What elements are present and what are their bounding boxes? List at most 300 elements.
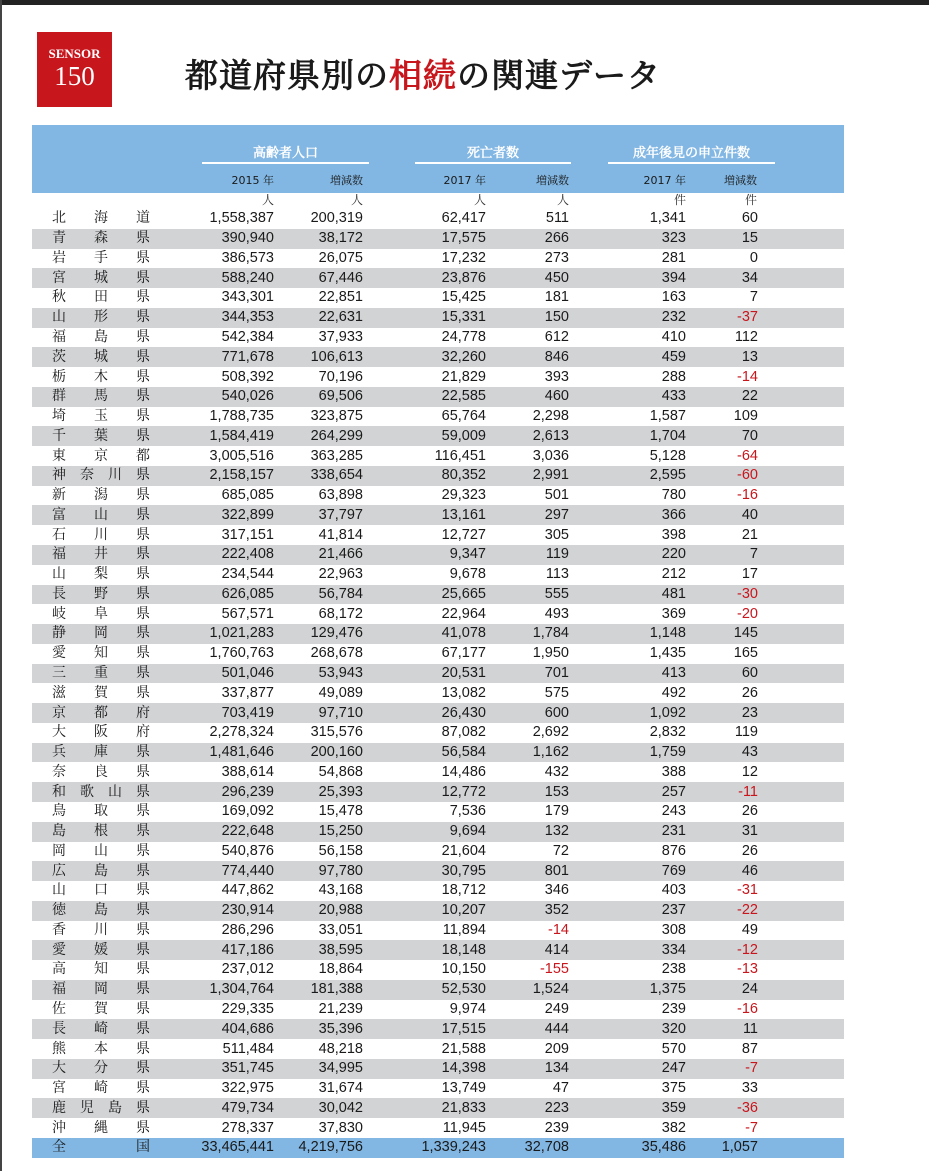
cell-elderly-change: 15,478 — [318, 803, 363, 820]
prefecture-char: 鳥 — [52, 803, 66, 820]
prefecture-char: 県 — [136, 427, 150, 444]
row-padding — [758, 901, 844, 921]
row-padding — [758, 703, 844, 723]
prefecture-char: 県 — [136, 862, 150, 879]
row-padding — [758, 565, 844, 585]
badge-number: 150 — [54, 61, 95, 91]
prefecture-char: 井 — [94, 546, 108, 563]
cell-elderly-change: 22,631 — [274, 308, 363, 328]
cell-guardianship-change: 145 — [686, 624, 758, 644]
cell-guardianship-2017: 769 — [569, 861, 686, 881]
cell-deaths-change: 3,036 — [532, 447, 569, 464]
cell-deaths-2017: 10,207 — [363, 901, 486, 921]
prefecture-label — [52, 605, 150, 624]
table-row — [32, 1059, 844, 1079]
cell-guardianship-2017: 382 — [661, 1119, 686, 1136]
prefecture-char: 長 — [52, 585, 66, 602]
cell-guardianship-2017: 413 — [569, 664, 686, 684]
cell-guardianship-change: 26 — [741, 842, 758, 859]
sensor-badge — [37, 32, 112, 107]
cell-elderly-2015: 404,686 — [182, 1019, 274, 1039]
prefecture-char: 熊 — [52, 1040, 66, 1057]
table-row — [32, 881, 844, 901]
cell-guardianship-2017: 212 — [661, 566, 686, 583]
cell-elderly-2015: 322,975 — [221, 1080, 274, 1097]
prefecture-char: 高 — [52, 961, 66, 978]
cell-guardianship-2017: 388 — [661, 763, 686, 780]
prefecture-char: 森 — [94, 230, 108, 247]
cell-elderly-2015: 351,745 — [182, 1059, 274, 1079]
cell-guardianship-change: -30 — [686, 585, 758, 605]
cell-guardianship-2017: 481 — [569, 585, 686, 605]
cell-deaths-2017: 22,585 — [363, 387, 486, 407]
prefecture-name — [32, 446, 182, 466]
prefecture-name — [32, 980, 182, 1000]
prefecture-char: 奈 — [52, 763, 66, 780]
prefecture-name — [32, 1059, 182, 1079]
group-header-elderly: 高齢者人口 — [252, 146, 318, 161]
cell-deaths-change: 555 — [486, 585, 569, 605]
table-row — [32, 822, 844, 842]
table-row — [32, 980, 844, 1000]
table-row — [32, 249, 844, 269]
prefecture-char: 県 — [136, 902, 150, 919]
cell-guardianship-2017: 403 — [661, 882, 686, 899]
prefecture-char: 県 — [136, 388, 150, 405]
prefecture-char: 府 — [136, 704, 150, 721]
cell-guardianship-change: 40 — [686, 505, 758, 525]
prefecture-char: 梨 — [94, 566, 108, 583]
prefecture-char: 大 — [52, 1060, 66, 1077]
cell-guardianship-change: 0 — [749, 249, 758, 266]
cell-guardianship-2017: 375 — [661, 1080, 686, 1097]
cell-deaths-2017: 25,665 — [363, 585, 486, 605]
prefecture-char: 崎 — [94, 1020, 108, 1037]
prefecture-label — [52, 1138, 150, 1157]
row-padding — [758, 624, 844, 644]
table-row — [32, 505, 844, 525]
prefecture-name — [32, 604, 182, 624]
row-padding — [758, 426, 844, 446]
prefecture-name — [32, 762, 182, 782]
prefecture-label — [52, 269, 150, 288]
prefecture-label — [52, 802, 150, 821]
prefecture-char: 兵 — [52, 744, 66, 761]
cell-guardianship-2017: 1,435 — [649, 645, 686, 662]
cell-deaths-2017: 80,352 — [363, 466, 486, 486]
cell-elderly-change: 35,396 — [274, 1019, 363, 1039]
prefecture-char: 県 — [136, 763, 150, 780]
cell-guardianship-change: -36 — [686, 1098, 758, 1118]
prefecture-name — [32, 822, 182, 842]
prefecture-char: 知 — [94, 645, 108, 662]
row-padding — [758, 209, 844, 229]
prefecture-name — [32, 525, 182, 545]
cell-guardianship-2017: 1,704 — [569, 426, 686, 446]
cell-deaths-2017: 30,795 — [363, 861, 486, 881]
row-padding — [758, 644, 844, 664]
group-underline-deaths — [415, 162, 571, 164]
cell-guardianship-2017: 281 — [661, 249, 686, 266]
prefecture-label — [52, 407, 150, 426]
badge-label: SENSOR — [48, 46, 101, 61]
cell-elderly-change: 26,075 — [318, 249, 363, 266]
prefecture-label — [52, 526, 150, 545]
table-row — [32, 288, 844, 308]
table-row — [32, 486, 844, 506]
prefecture-name — [32, 683, 182, 703]
cell-guardianship-change: 34 — [686, 268, 758, 288]
cell-elderly-2015: 1,788,735 — [209, 408, 274, 425]
cell-guardianship-change: 43 — [686, 743, 758, 763]
cell-elderly-change: 37,797 — [274, 505, 363, 525]
prefecture-char: 県 — [136, 1060, 150, 1077]
cell-elderly-2015: 169,092 — [221, 803, 274, 820]
title-post: の関連データ — [457, 56, 661, 95]
prefecture-char: 鹿 — [52, 1099, 66, 1116]
prefecture-char: 木 — [94, 368, 108, 385]
prefecture-table — [32, 209, 844, 1158]
prefecture-name — [32, 1118, 182, 1138]
prefecture-char: 沖 — [52, 1119, 66, 1136]
prefecture-name — [32, 328, 182, 348]
prefecture-char: 島 — [94, 902, 108, 919]
table-row — [32, 683, 844, 703]
prefecture-label — [52, 545, 150, 564]
prefecture-label — [52, 1119, 150, 1138]
prefecture-char: 岩 — [52, 249, 66, 266]
cell-elderly-2015: 685,085 — [221, 487, 274, 504]
cell-guardianship-change: -60 — [686, 466, 758, 486]
prefecture-name — [32, 1138, 182, 1158]
row-padding — [758, 842, 844, 862]
cell-elderly-change: 106,613 — [274, 347, 363, 367]
cell-elderly-change: 363,285 — [310, 447, 363, 464]
prefecture-char: 茨 — [52, 348, 66, 365]
cell-elderly-change: 30,042 — [274, 1098, 363, 1118]
table-row — [32, 861, 844, 881]
cell-deaths-change: 153 — [486, 782, 569, 802]
prefecture-label — [52, 980, 150, 999]
cell-deaths-change: 134 — [486, 1059, 569, 1079]
cell-deaths-change: 2,613 — [486, 426, 569, 446]
prefecture-char: 県 — [136, 467, 150, 484]
cell-guardianship-change: 60 — [741, 210, 758, 227]
cell-deaths-2017: 32,260 — [363, 347, 486, 367]
cell-guardianship-2017: 239 — [661, 1001, 686, 1017]
subheader-2017-deaths: 2017 年 — [443, 174, 486, 187]
prefecture-char: 賀 — [94, 1001, 108, 1017]
cell-deaths-change: 600 — [486, 703, 569, 723]
cell-deaths-2017: 23,876 — [363, 268, 486, 288]
cell-elderly-2015: 588,240 — [182, 268, 274, 288]
prefecture-name — [32, 249, 182, 269]
table-row — [32, 426, 844, 446]
cell-deaths-2017: 21,833 — [363, 1098, 486, 1118]
prefecture-char: 手 — [94, 249, 108, 266]
row-padding — [758, 762, 844, 782]
prefecture-char: 馬 — [94, 388, 108, 405]
cell-elderly-change: 56,158 — [318, 842, 363, 859]
table-row — [32, 565, 844, 585]
cell-deaths-2017: 52,530 — [363, 980, 486, 1000]
cell-guardianship-2017: 1,587 — [649, 408, 686, 425]
cell-guardianship-change: 24 — [686, 980, 758, 1000]
cell-deaths-change: 209 — [544, 1040, 569, 1057]
prefecture-char: 潟 — [94, 487, 108, 504]
cell-elderly-2015: 344,353 — [182, 308, 274, 328]
row-padding — [758, 861, 844, 881]
prefecture-name — [32, 723, 182, 743]
prefecture-char: 県 — [136, 1099, 150, 1116]
prefecture-char: 県 — [136, 1119, 150, 1136]
row-padding — [758, 822, 844, 842]
cell-elderly-2015: 229,335 — [221, 1001, 274, 1017]
prefecture-char: 歌 — [80, 783, 94, 800]
cell-elderly-change: 200,160 — [274, 743, 363, 763]
row-padding — [758, 1098, 844, 1118]
prefecture-label — [52, 466, 150, 485]
prefecture-char: 県 — [136, 684, 150, 701]
cell-deaths-change: 1,162 — [486, 743, 569, 763]
cell-elderly-2015: 774,440 — [182, 861, 274, 881]
prefecture-char: 福 — [52, 546, 66, 563]
cell-elderly-2015: 33,465,441 — [182, 1138, 274, 1158]
prefecture-char: 京 — [52, 704, 66, 721]
cell-guardianship-2017: 369 — [661, 605, 686, 622]
table-row — [32, 960, 844, 980]
cell-guardianship-change: -16 — [737, 1001, 758, 1017]
prefecture-char: 重 — [94, 664, 108, 681]
prefecture-char: 香 — [52, 921, 66, 938]
prefecture-char: 山 — [108, 783, 122, 800]
prefecture-label — [52, 308, 150, 327]
prefecture-char: 島 — [108, 1099, 122, 1116]
cell-deaths-2017: 17,515 — [363, 1019, 486, 1039]
cell-guardianship-2017: 247 — [569, 1059, 686, 1079]
cell-elderly-2015: 317,151 — [221, 526, 274, 543]
cell-deaths-2017: 14,486 — [441, 763, 486, 780]
prefecture-label — [52, 1000, 150, 1019]
subheader-2015: 2015 年 — [231, 174, 274, 187]
cell-elderly-2015: 511,484 — [222, 1040, 274, 1057]
prefecture-name — [32, 585, 182, 605]
row-padding — [758, 347, 844, 367]
prefecture-char: 新 — [52, 487, 66, 504]
prefecture-char: 取 — [94, 803, 108, 820]
prefecture-char: 県 — [136, 289, 150, 306]
cell-guardianship-2017: 35,486 — [569, 1138, 686, 1158]
table-row — [32, 367, 844, 387]
table-row — [32, 466, 844, 486]
cell-elderly-2015: 1,584,419 — [182, 426, 274, 446]
cell-deaths-change: 801 — [486, 861, 569, 881]
row-padding — [758, 802, 844, 822]
prefecture-name — [32, 842, 182, 862]
cell-elderly-change: 181,388 — [274, 980, 363, 1000]
cell-guardianship-change: 165 — [733, 645, 758, 662]
row-padding — [758, 249, 844, 269]
cell-deaths-2017: 13,749 — [441, 1080, 486, 1097]
cell-elderly-2015: 1,304,764 — [182, 980, 274, 1000]
prefecture-name — [32, 268, 182, 288]
cell-elderly-2015: 1,481,646 — [182, 743, 274, 763]
prefecture-char: 県 — [136, 309, 150, 326]
cell-guardianship-change: -13 — [737, 961, 758, 978]
prefecture-char: 城 — [94, 269, 108, 286]
prefecture-char: 県 — [136, 1020, 150, 1037]
cell-deaths-change: 266 — [486, 229, 569, 249]
cell-guardianship-change: 87 — [741, 1040, 758, 1057]
unit-guardianship-change: 件 — [744, 193, 757, 207]
cell-guardianship-change: 21 — [741, 526, 758, 543]
prefecture-char: 県 — [136, 842, 150, 859]
cell-deaths-change: 119 — [486, 545, 569, 565]
prefecture-char: 県 — [136, 605, 150, 622]
prefecture-label — [52, 328, 150, 347]
cell-guardianship-change: 12 — [741, 763, 758, 780]
cell-elderly-change: 49,089 — [318, 684, 363, 701]
cell-guardianship-change: 7 — [749, 289, 758, 306]
prefecture-label — [52, 387, 150, 406]
cell-guardianship-change: -11 — [686, 782, 758, 802]
prefecture-name — [32, 426, 182, 446]
prefecture-char: 県 — [136, 803, 150, 820]
cell-guardianship-change: 33 — [741, 1080, 758, 1097]
cell-deaths-change: 132 — [486, 822, 569, 842]
table-row — [32, 802, 844, 822]
prefecture-char: 道 — [136, 210, 150, 227]
prefecture-name — [32, 387, 182, 407]
table-row — [32, 604, 844, 624]
prefecture-label — [52, 723, 150, 742]
cell-deaths-change: 1,524 — [486, 980, 569, 1000]
row-padding — [758, 1039, 844, 1059]
cell-deaths-change: 612 — [544, 328, 569, 345]
table-row — [32, 1098, 844, 1118]
prefecture-char: 岡 — [52, 842, 66, 859]
prefecture-char: 児 — [80, 1099, 94, 1116]
cell-elderly-change: 70,196 — [318, 368, 363, 385]
cell-guardianship-2017: 433 — [569, 387, 686, 407]
prefecture-char: 和 — [52, 783, 66, 800]
cell-guardianship-change: 70 — [686, 426, 758, 446]
prefecture-name — [32, 960, 182, 980]
cell-deaths-2017: 9,347 — [363, 545, 486, 565]
prefecture-label — [52, 565, 150, 584]
cell-deaths-2017: 18,148 — [363, 940, 486, 960]
row-padding — [758, 1138, 844, 1158]
prefecture-char: 宮 — [52, 269, 66, 286]
cell-guardianship-change: 60 — [686, 664, 758, 684]
total-row — [32, 1138, 844, 1158]
cell-guardianship-change: 119 — [734, 724, 758, 741]
row-padding — [758, 683, 844, 703]
cell-guardianship-2017: 1,759 — [569, 743, 686, 763]
prefecture-char: 葉 — [94, 427, 108, 444]
table-row — [32, 664, 844, 684]
prefecture-char: 県 — [136, 1080, 150, 1097]
cell-elderly-2015: 540,026 — [182, 387, 274, 407]
subheader-change-deaths: 増減数 — [536, 174, 569, 187]
prefecture-char: 全 — [52, 1139, 66, 1156]
prefecture-char: 島 — [52, 823, 66, 840]
cell-guardianship-2017: 231 — [569, 822, 686, 842]
prefecture-label — [52, 506, 150, 525]
prefecture-char: 奈 — [80, 467, 94, 484]
prefecture-label — [52, 447, 150, 466]
cell-guardianship-change: -37 — [686, 308, 758, 328]
cell-guardianship-2017: 334 — [569, 940, 686, 960]
row-padding — [758, 782, 844, 802]
prefecture-char: 県 — [136, 921, 150, 938]
cell-deaths-2017: 59,009 — [363, 426, 486, 446]
cell-deaths-2017: 1,339,243 — [363, 1138, 486, 1158]
cell-deaths-change: 179 — [544, 803, 569, 820]
cell-elderly-change: 43,168 — [318, 882, 363, 899]
cell-elderly-change: 37,830 — [318, 1119, 363, 1136]
cell-guardianship-2017: 220 — [569, 545, 686, 565]
prefecture-label — [52, 1040, 150, 1059]
cell-deaths-2017: 15,425 — [441, 289, 486, 306]
cell-guardianship-2017: 288 — [661, 368, 686, 385]
cell-elderly-change: 323,875 — [310, 408, 363, 425]
cell-elderly-change: 25,393 — [274, 782, 363, 802]
prefecture-name — [32, 664, 182, 684]
prefecture-label — [52, 486, 150, 505]
cell-deaths-change: 181 — [544, 289, 569, 306]
cell-guardianship-2017: 163 — [661, 289, 686, 306]
cell-elderly-2015: 390,940 — [182, 229, 274, 249]
cell-elderly-2015: 278,337 — [221, 1119, 274, 1136]
prefecture-char: 埼 — [52, 408, 66, 425]
prefecture-char: 千 — [52, 427, 66, 444]
prefecture-char: 県 — [136, 645, 150, 662]
prefecture-char: 県 — [136, 585, 150, 602]
cell-guardianship-change: -12 — [686, 940, 758, 960]
table-row — [32, 268, 844, 288]
cell-deaths-change: 414 — [486, 940, 569, 960]
prefecture-char: 国 — [136, 1139, 150, 1156]
cell-elderly-2015: 230,914 — [182, 901, 274, 921]
prefecture-name — [32, 565, 182, 585]
cell-elderly-2015: 234,544 — [221, 566, 274, 583]
cell-elderly-2015: 386,573 — [221, 249, 274, 266]
row-padding — [758, 585, 844, 605]
cell-deaths-change: 297 — [486, 505, 569, 525]
cell-deaths-2017: 41,078 — [363, 624, 486, 644]
cell-elderly-2015: 1,760,763 — [209, 645, 274, 662]
cell-guardianship-change: -7 — [745, 1119, 758, 1136]
prefecture-char: 長 — [52, 1020, 66, 1037]
table-row — [32, 703, 844, 723]
prefecture-char: 県 — [136, 269, 150, 286]
prefecture-name — [32, 1079, 182, 1099]
prefecture-name — [32, 802, 182, 822]
table-row — [32, 762, 844, 782]
title-pre: 都道府県別の — [185, 56, 389, 95]
prefecture-char: 阪 — [94, 724, 108, 741]
cell-elderly-2015: 3,005,516 — [209, 447, 274, 464]
prefecture-label — [52, 348, 150, 367]
cell-elderly-change: 31,674 — [318, 1080, 363, 1097]
cell-elderly-2015: 501,046 — [182, 664, 274, 684]
prefecture-name — [32, 940, 182, 960]
cell-elderly-change: 22,963 — [318, 566, 363, 583]
cell-deaths-change: 575 — [544, 684, 569, 701]
table-row — [32, 842, 844, 862]
cell-guardianship-2017: 232 — [569, 308, 686, 328]
